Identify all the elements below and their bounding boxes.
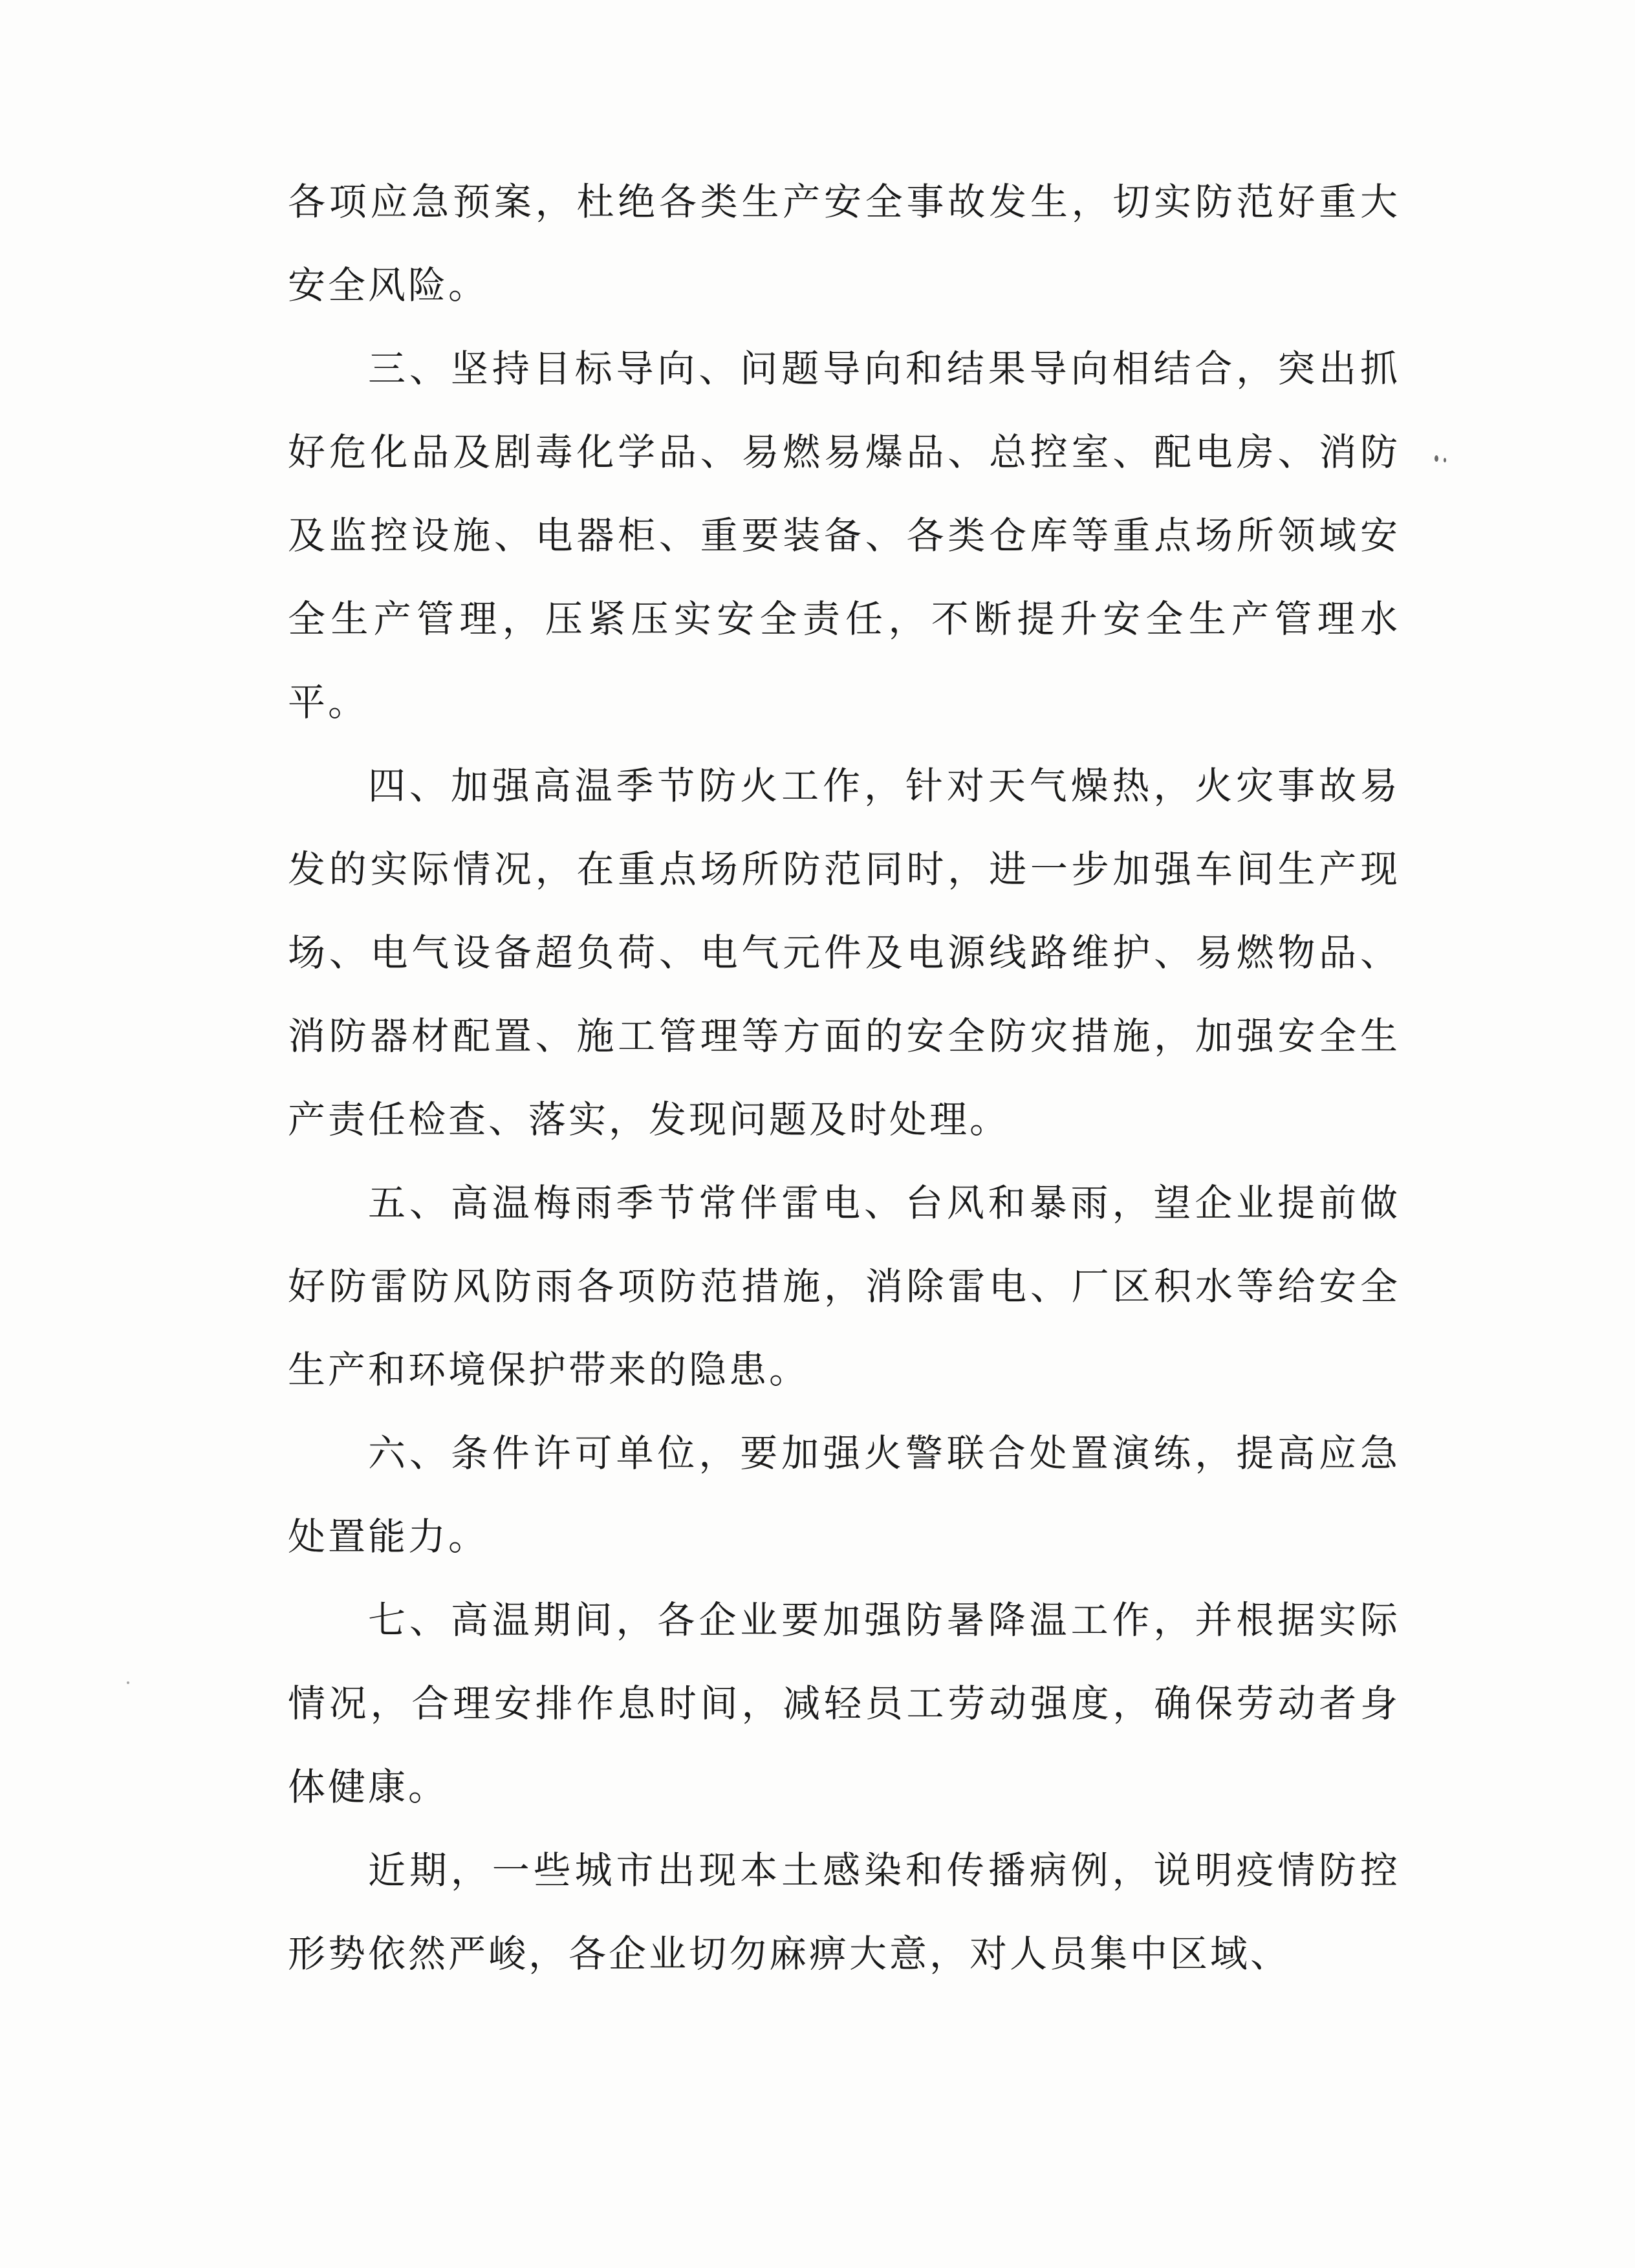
- paragraph-item-7: 七、高温期间，各企业要加强防暑降温工作，并根据实际情况，合理安排作息时间，减轻员工劳动强度，确保劳动者身体健康。: [288, 1598, 1400, 1809]
- paragraph-item-4: 四、加强高温季节防火工作，针对天气燥热，火灾事故易发的实际情况，在重点场所防范同时，进一步加强车间生产现场、电气设备超负荷、电气元件及电源线路维护、易燃物品、消防器材配置、施工管理等方面的安全防灾措施，加强安全生产责任检查、落实，发现问题及时处理。: [288, 764, 1400, 1141]
- paragraph-epidemic: 近期，一些城市出现本土感染和传播病例，说明疫情防控形势依然严峻，各企业切勿麻痹大意，对人员集中区域、: [288, 1848, 1400, 1976]
- paragraph-item-5: 五、高温梅雨季节常伴雷电、台风和暴雨，望企业提前做好防雷防风防雨各项防范措施，消除雷电、厂区积水等给安全生产和环境保护带来的隐患。: [288, 1181, 1400, 1392]
- paragraph-item-3: 三、坚持目标导向、问题导向和结果导向相结合，突出抓好危化品及剧毒化学品、易燃易爆品、总控室、配电房、消防及监控设施、电器柜、重要装备、各类仓库等重点场所领域安全生产管理，压紧压实安全责任，不断提升安全生产管理水平。: [288, 347, 1400, 724]
- paragraph-item-6: 六、条件许可单位，要加强火警联合处置演练，提高应急处置能力。: [288, 1431, 1400, 1559]
- scan-speck: [1435, 455, 1438, 462]
- document-body: [288, 160, 1400, 1996]
- paragraph-continuation: 各项应急预案，杜绝各类生产安全事故发生，切实防范好重大安全风险。: [288, 180, 1400, 307]
- scan-speck: [1444, 458, 1446, 462]
- scan-speck: [127, 1681, 129, 1684]
